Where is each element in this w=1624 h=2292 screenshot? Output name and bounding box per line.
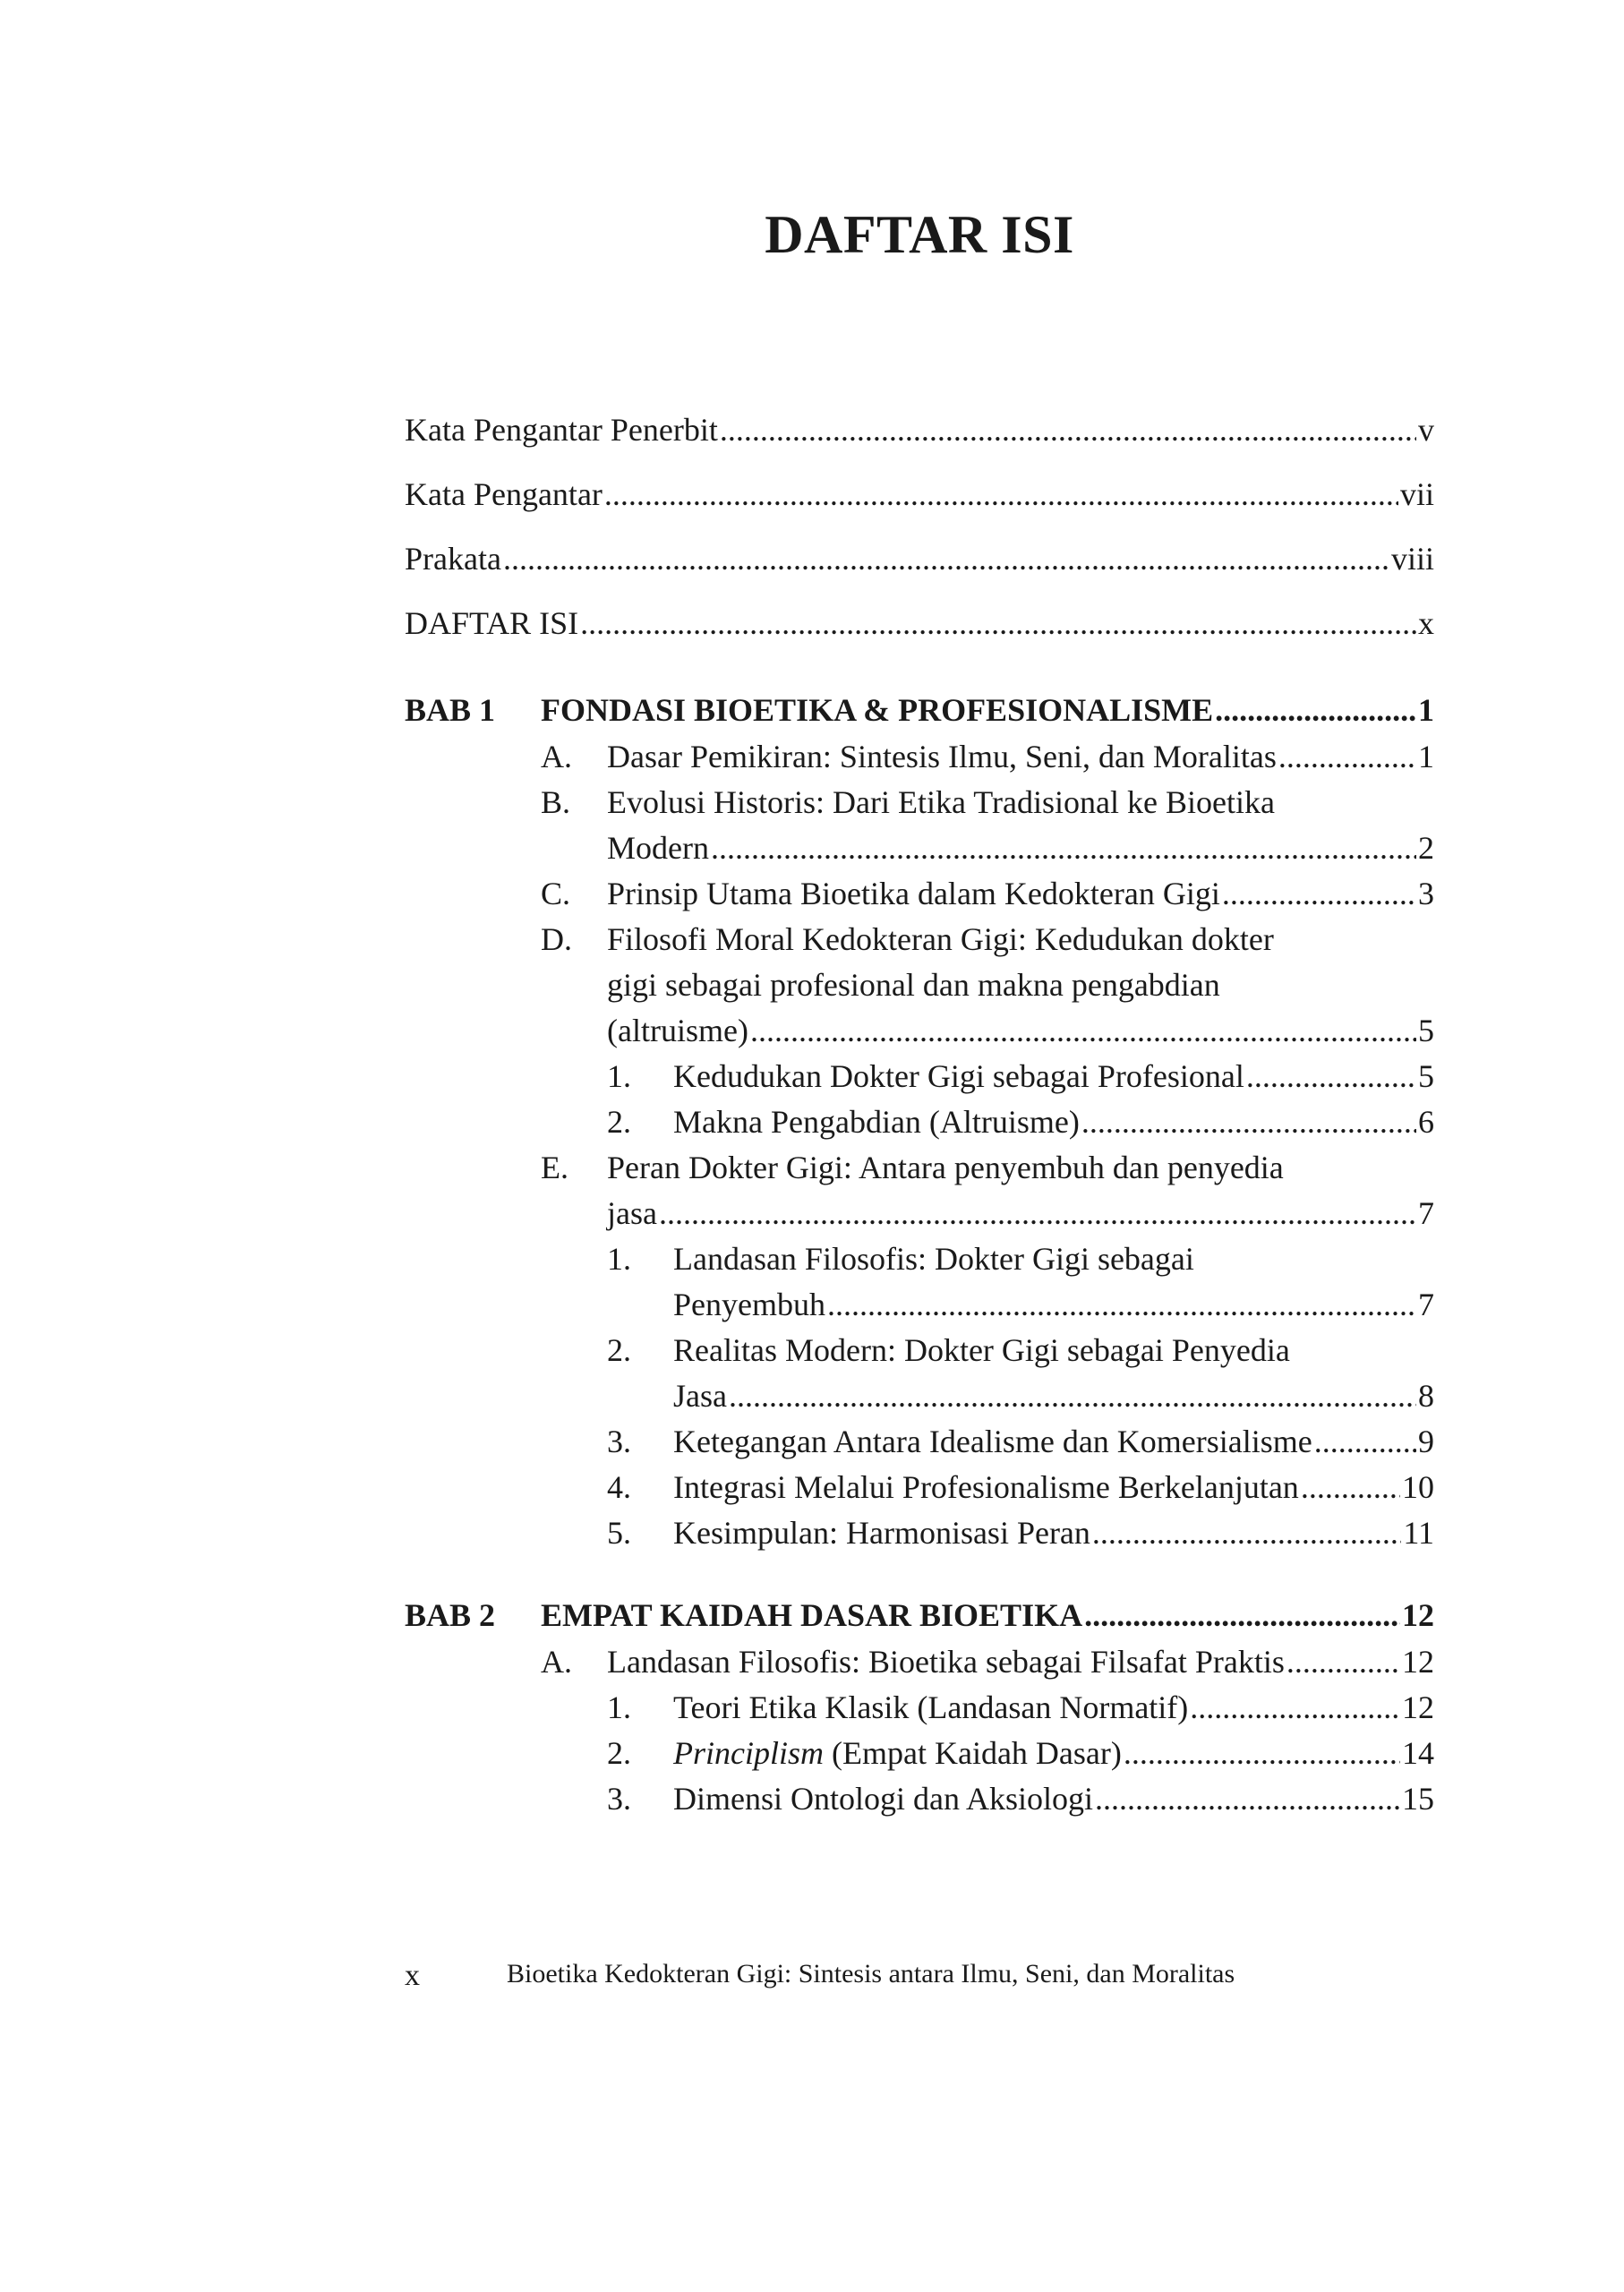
toc-entry-label: Realitas Modern: Dokter Gigi sebagai Penyedia (673, 1332, 1290, 1368)
dot-leader (827, 1288, 1416, 1321)
toc-entry-daftar-isi[interactable] (405, 607, 1434, 639)
toc-chapter-2[interactable] (541, 1599, 1434, 1631)
dot-leader (1215, 694, 1416, 726)
toc-entry-page: 11 (1403, 1515, 1434, 1551)
dot-leader (1301, 1471, 1400, 1503)
item-marker: 1. (607, 1058, 631, 1094)
chapter-marker: BAB 1 (405, 692, 496, 728)
toc-chapter-title: FONDASI BIOETIKA & PROFESIONALISME (541, 692, 1214, 728)
section-marker: C. (541, 876, 571, 911)
item-marker: 2. (607, 1332, 631, 1368)
toc-entry-page: v (1418, 412, 1434, 448)
toc-entry-label-italic: Principlism (673, 1735, 824, 1771)
footer-page-number: x (405, 1959, 420, 1992)
toc-item-1e5[interactable] (673, 1517, 1434, 1549)
toc-entry-page: vii (1399, 476, 1434, 512)
toc-section-1d[interactable] (607, 1014, 1434, 1047)
toc-entry-label: Kesimpulan: Harmonisasi Peran (673, 1515, 1090, 1551)
toc-entry-page: 7 (1418, 1195, 1434, 1231)
toc-entry-label: Kata Pengantar (405, 476, 603, 512)
item-marker: 3. (607, 1781, 631, 1817)
section-marker: A. (541, 739, 572, 774)
toc-entry-page: 10 (1402, 1469, 1434, 1505)
toc-entry-page: 12 (1402, 1689, 1434, 1725)
dot-leader (503, 543, 1389, 575)
section-marker: A. (541, 1644, 572, 1680)
toc-entry-label: Prakata (405, 541, 501, 577)
toc-entry-label: Jasa (673, 1378, 727, 1414)
toc-entry-page: 12 (1402, 1597, 1434, 1633)
toc-entry-label (673, 1737, 1122, 1769)
dot-leader (580, 607, 1416, 639)
toc-entry-label: Prinsip Utama Bioetika dalam Kedokteran Gigi (607, 876, 1220, 911)
toc-entry-page: viii (1390, 541, 1434, 577)
toc-item-1e1[interactable] (673, 1288, 1434, 1321)
dot-leader (1314, 1425, 1416, 1458)
dot-leader (1286, 1646, 1400, 1678)
dot-leader (1081, 1106, 1416, 1138)
section-marker: E. (541, 1150, 568, 1185)
toc-entry-label: Peran Dokter Gigi: Antara penyembuh dan penyedia (607, 1150, 1284, 1185)
toc-entry-page: 1 (1418, 739, 1434, 774)
toc-entry-label: Kata Pengantar Penerbit (405, 412, 718, 448)
toc-entry-page: 5 (1418, 1058, 1434, 1094)
toc-entry-label: Makna Pengabdian (Altruisme) (673, 1104, 1080, 1140)
toc-item-1e2[interactable] (673, 1380, 1434, 1412)
toc-entry-page: x (1418, 605, 1434, 641)
toc-item-1d1[interactable] (673, 1060, 1434, 1092)
toc-entry-label-rest: (Empat Kaidah Dasar) (824, 1735, 1122, 1771)
toc-entry-page: 2 (1418, 830, 1434, 866)
toc-entry-label: Landasan Filosofis: Dokter Gigi sebagai (673, 1241, 1194, 1277)
toc-chapter-1[interactable] (541, 694, 1434, 726)
toc-entry-label: Ketegangan Antara Idealisme dan Komersialisme (673, 1424, 1312, 1459)
toc-entry-page: 1 (1418, 692, 1434, 728)
toc-item-1e3[interactable] (673, 1425, 1434, 1458)
toc-entry-page: 9 (1418, 1424, 1434, 1459)
toc-entry-page: 12 (1402, 1644, 1434, 1680)
section-marker: B. (541, 784, 571, 820)
dot-leader (729, 1380, 1416, 1412)
toc-entry-label: DAFTAR ISI (405, 605, 579, 641)
page-title: DAFTAR ISI (765, 205, 1074, 264)
section-marker: D. (541, 921, 572, 957)
dot-leader (1222, 877, 1416, 910)
dot-leader (1278, 740, 1416, 773)
item-marker: 3. (607, 1424, 631, 1459)
toc-item-2a1[interactable] (673, 1691, 1434, 1723)
toc-item-1e4[interactable] (673, 1471, 1434, 1503)
dot-leader (604, 478, 1398, 510)
dot-leader (720, 414, 1416, 446)
toc-entry-label: Dimensi Ontologi dan Aksiologi (673, 1781, 1094, 1817)
toc-entry-page: 7 (1418, 1287, 1434, 1322)
item-marker: 5. (607, 1515, 631, 1551)
toc-entry-page: 6 (1418, 1104, 1434, 1140)
toc-section-2a[interactable] (607, 1646, 1434, 1678)
toc-item-2a3[interactable] (673, 1783, 1434, 1815)
toc-entry-label: Penyembuh (673, 1287, 825, 1322)
toc-item-2a2[interactable] (673, 1737, 1434, 1769)
dot-leader (750, 1014, 1416, 1047)
item-marker: 4. (607, 1469, 631, 1505)
toc-entry-label: Modern (607, 830, 709, 866)
toc-section-1a[interactable] (607, 740, 1434, 773)
toc-entry-label: Dasar Pemikiran: Sintesis Ilmu, Seni, dan Moralitas (607, 739, 1277, 774)
toc-entry-label: (altruisme) (607, 1013, 748, 1048)
chapter-marker: BAB 2 (405, 1597, 496, 1633)
dot-leader (1092, 1517, 1401, 1549)
toc-section-1e[interactable] (607, 1197, 1434, 1229)
toc-entry-label: Filosofi Moral Kedokteran Gigi: Kedudukan dokter (607, 921, 1274, 957)
toc-chapter-title: EMPAT KAIDAH DASAR BIOETIKA (541, 1597, 1083, 1633)
toc-entry-label: gigi sebagai profesional dan makna pengabdian (607, 967, 1220, 1003)
dot-leader (1190, 1691, 1400, 1723)
dot-leader (659, 1197, 1416, 1229)
item-marker: 2. (607, 1104, 631, 1140)
toc-entry-kata-pengantar-penerbit[interactable] (405, 414, 1434, 446)
toc-section-1b[interactable] (607, 832, 1434, 864)
toc-entry-kata-pengantar[interactable] (405, 478, 1434, 510)
toc-entry-page: 3 (1418, 876, 1434, 911)
toc-entry-label: jasa (607, 1195, 657, 1231)
toc-entry-label: Teori Etika Klasik (Landasan Normatif) (673, 1689, 1189, 1725)
toc-entry-page: 14 (1402, 1735, 1434, 1771)
toc-entry-label: Integrasi Melalui Profesionalisme Berkelanjutan (673, 1469, 1299, 1505)
toc-entry-page: 8 (1418, 1378, 1434, 1414)
toc-entry-page: 15 (1402, 1781, 1434, 1817)
toc-section-1c[interactable] (607, 877, 1434, 910)
footer-book-title: Bioetika Kedokteran Gigi: Sintesis antara Ilmu, Seni, dan Moralitas (507, 1959, 1235, 1988)
toc-entry-label: Evolusi Historis: Dari Etika Tradisional ke Bioetika (607, 784, 1275, 820)
dot-leader (1084, 1599, 1400, 1631)
item-marker: 1. (607, 1241, 631, 1277)
item-marker: 2. (607, 1735, 631, 1771)
toc-entry-prakata[interactable] (405, 543, 1434, 575)
toc-item-1d2[interactable] (673, 1106, 1434, 1138)
toc-entry-label: Landasan Filosofis: Bioetika sebagai Filsafat Praktis (607, 1644, 1285, 1680)
toc-entry-label: Kedudukan Dokter Gigi sebagai Profesional (673, 1058, 1244, 1094)
dot-leader (1124, 1737, 1400, 1769)
dot-leader (1246, 1060, 1416, 1092)
dot-leader (711, 832, 1416, 864)
toc-entry-page: 5 (1418, 1013, 1434, 1048)
item-marker: 1. (607, 1689, 631, 1725)
dot-leader (1095, 1783, 1400, 1815)
